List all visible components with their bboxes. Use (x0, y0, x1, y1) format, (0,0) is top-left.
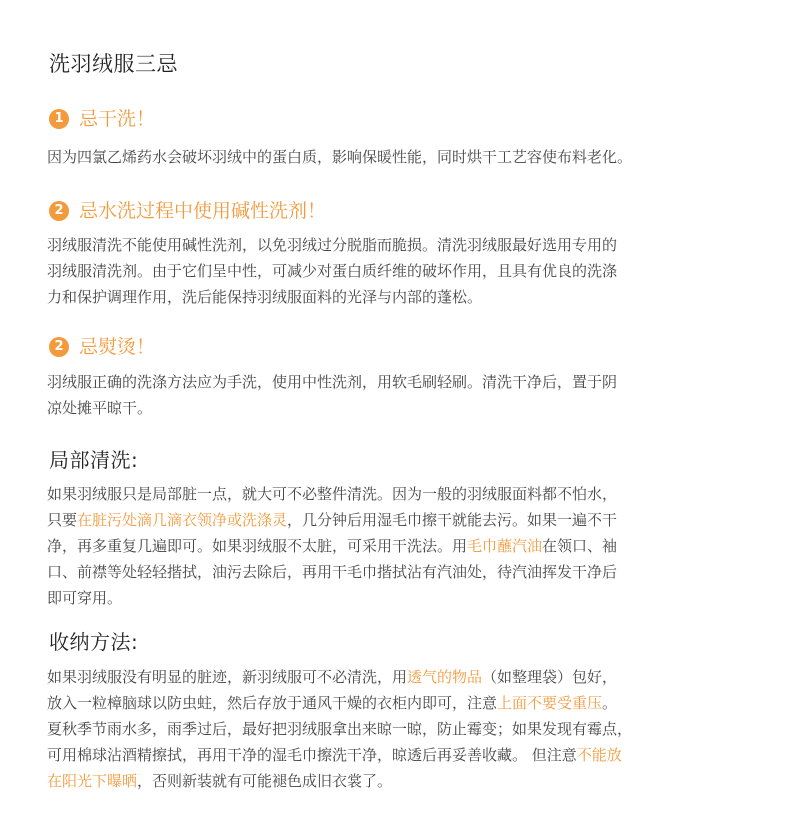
section-2-body (47, 232, 747, 310)
body-line: 如果羽绒服没有明显的脏迹，新羽绒服可不必清洗，用透气的物品（如整理袋）包好， (47, 668, 618, 686)
storage-body (47, 664, 747, 794)
highlight-text: 透气的物品 (407, 668, 483, 686)
body-line: 羽绒服正确的洗涤方法应为手洗，使用中性洗剂，用软毛刷轻刷。清洗干净后，置于阴 (47, 373, 618, 391)
storage-heading: 收纳方法: (49, 630, 139, 654)
body-line: 因为四氯乙烯药水会破坏羽绒中的蛋白质，影响保暖性能，同时烘干工艺容使布料老化。 (47, 148, 633, 166)
section-2-title (49, 198, 326, 224)
highlight-text: 在阳光下曝晒 (47, 772, 138, 790)
body-line: 可用棉球沾酒精擦拭，再用干净的湿毛巾擦洗干净，晾透后再妥善收藏。 但注意不能放 (47, 746, 622, 764)
number-1-icon: 1 (49, 109, 69, 129)
body-line: 羽绒服清洗剂。由于它们呈中性，可减少对蛋白质纤维的破坏作用，且具有优良的洗涤 (47, 262, 618, 280)
section-1-title-text: 忌干洗！ (79, 108, 156, 130)
body-line: 放入一粒樟脑球以防虫蛀，然后存放于通风干燥的衣柜内即可，注意上面不要受重压。 (47, 694, 618, 712)
body-line: 凉处摊平晾干。 (47, 399, 153, 417)
body-line: 力和保护调理作用，洗后能保持羽绒服面料的光泽与内部的蓬松。 (47, 288, 483, 306)
body-line: 即可穿用。 (47, 589, 123, 607)
section-1-body (47, 144, 747, 170)
body-line: 净，再多重复几遍即可。如果羽绒服不太脏，可采用干洗法。用毛巾蘸汽油在领口、袖 (47, 537, 618, 555)
body-line: 羽绒服清洗不能使用碱性洗剂，以免羽绒过分脱脂而脆损。清洗羽绒服最好选用专用的 (47, 236, 618, 254)
section-3-title (49, 334, 155, 360)
highlight-text: 上面不要受重压 (497, 694, 603, 712)
section-3-body (47, 369, 747, 421)
body-line: 只要在脏污处滴几滴衣领净或洗涤灵，几分钟后用湿毛巾擦干就能去污。如果一遍不干 (47, 511, 618, 529)
section-1-title (49, 106, 155, 132)
highlight-text: 毛巾蘸汽油 (467, 537, 543, 555)
number-2-icon: 2 (49, 337, 69, 357)
section-2-title-text: 忌水洗过程中使用碱性洗剂！ (79, 200, 327, 222)
body-line: 口、前襟等处轻轻揩拭，油污去除后，再用干毛巾揩拭沾有汽油处，待汽油挥发干净后 (47, 563, 618, 581)
highlight-text: 不能放 (576, 746, 622, 764)
body-line: 如果羽绒服只是局部脏一点，就大可不必整件清洗。因为一般的羽绒服面料都不怕水， (47, 485, 618, 503)
body-line: 在阳光下曝晒，否则新装就有可能褪色成旧衣裳了。 (47, 772, 393, 790)
number-2-icon: 2 (49, 201, 69, 221)
page-title: 洗羽绒服三忌 (49, 52, 178, 76)
highlight-text: 在脏污处滴几滴衣领净或洗涤灵 (77, 511, 288, 529)
local-wash-body (47, 481, 747, 611)
local-wash-heading: 局部清洗: (49, 448, 139, 472)
section-3-title-text: 忌熨烫！ (79, 336, 156, 358)
body-line: 夏秋季节雨水多，雨季过后，最好把羽绒服拿出来晾一晾，防止霉变；如果发现有霉点， (47, 720, 633, 738)
